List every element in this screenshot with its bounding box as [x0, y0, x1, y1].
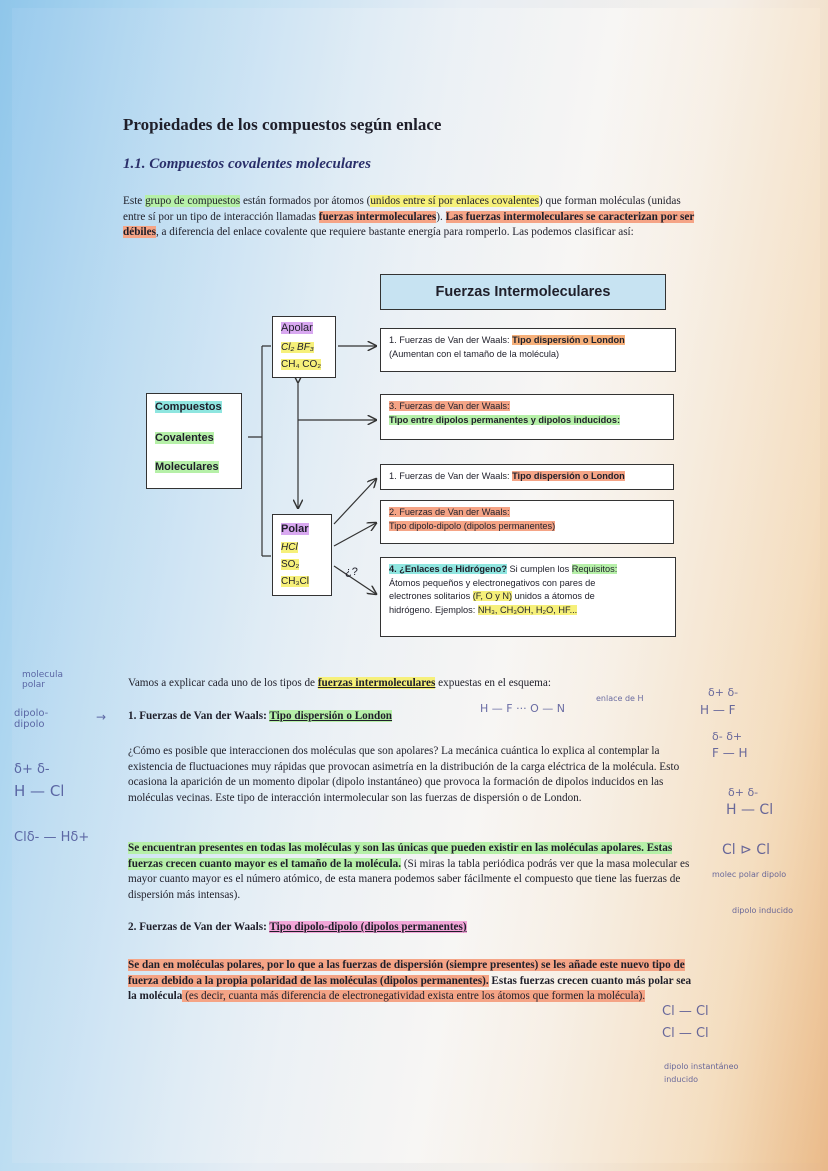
question-mark-label: ¿? — [345, 566, 358, 578]
box-highlight: NH₃, CH₃OH, H₂O, HF... — [477, 604, 578, 615]
heading-text: 2. Fuerzas de Van der Waals: — [128, 921, 270, 933]
paragraph-highlight: Se encuentran presentes en todas las moléculas y son las únicas que pueden existir en las moléculas apolares. Estas fuerzas crecen cuanto mayor es el tamaño de la molécula. — [128, 842, 673, 870]
compuestos-text: Compuestos — [155, 401, 222, 413]
polar-text: Polar — [281, 523, 309, 535]
box-highlight: Tipo dispersión o London — [512, 471, 625, 481]
diagram-title: Fuerzas Intermoleculares — [380, 274, 666, 310]
box-text: unidos a átomos de — [512, 591, 595, 601]
polar-box — [272, 514, 332, 596]
paragraph-text: (Si miras la tabla periódica podrás ver que la masa molecular es mayor cuanto mayor es el número atómico, de esta manera podemos saber fácilmente el compuesto que tiene las fuerzas de dispersión más intensas). — [128, 857, 690, 901]
heading-text: 1. Fuerzas de Van der Waals: — [128, 710, 270, 722]
intro-text: Este — [123, 195, 146, 207]
box-dipolo-dipolo — [380, 500, 674, 544]
arrow-icon: → — [96, 710, 107, 724]
intro-highlight: Las fuerzas intermoleculares se caracterizan por ser débiles — [123, 210, 695, 239]
apolar-label — [281, 322, 313, 334]
heading-highlight: Tipo dispersión o London — [269, 710, 393, 722]
box-highlight: Tipo dipolo-dipolo (dipolos permanentes) — [389, 520, 556, 531]
compuestos-label-2 — [155, 432, 214, 444]
apolar-text: CH₄ CO₂ — [281, 359, 322, 370]
note-hydrogen-bond: H — F ··· O — N — [480, 702, 565, 715]
intro-text: ). — [436, 210, 446, 223]
explain-intro — [128, 676, 688, 692]
box-dispersion-apolar — [380, 328, 676, 372]
section-subtitle: 1.1. Compuestos covalentes moleculares — [123, 156, 371, 172]
note-dipolo-inducido: dipolo inducido — [732, 906, 793, 915]
box-text: 1. Fuerzas de Van der Waals: — [389, 335, 513, 345]
box-text: Si cumplen los — [506, 564, 572, 574]
compuestos-label-3 — [155, 461, 219, 473]
polar-text: CH₃Cl — [281, 576, 309, 587]
intro-text: están formados por átomos ( — [240, 195, 371, 207]
note-clcl: Cl ⊳ Cl — [722, 842, 770, 858]
note-dipolo: dipolo-dipolo — [14, 708, 49, 730]
note-delta-2: δ- δ+ — [712, 730, 743, 743]
box-highlight: Tipo dispersión o London — [512, 335, 625, 345]
box-text: electrones solitarios — [389, 591, 473, 601]
box-highlight: Requisitos: — [571, 564, 618, 574]
apolar-examples-1 — [281, 342, 314, 353]
note-hf-1: H — F — [700, 703, 736, 717]
section-2-paragraph — [128, 958, 698, 1005]
box-dipolos-inducidos — [380, 394, 674, 440]
box-highlight: 3. Fuerzas de Van der Waals: — [389, 401, 510, 411]
intro-highlight: unidos entre sí por enlaces covalentes — [370, 195, 540, 207]
intro-text: ) que forman — [539, 195, 600, 207]
section-1-heading — [128, 710, 392, 722]
apolar-examples-2 — [281, 359, 321, 370]
paragraph-text: Estas fuerzas crecen cuanto más polar sea la molécula — [128, 974, 692, 1003]
intro-text: moléculas (unidas entre sí por un tipo de interacción llamadas — [123, 195, 681, 223]
box-text: Átomos pequeños y electronegativos con pares de — [389, 577, 596, 588]
note-dipolo-instantaneo: dipolo instantáneo inducido — [664, 1062, 739, 1084]
apolar-text: Cl₂ BF₃ — [281, 342, 314, 353]
note-molecula-polar: molecula polar — [22, 670, 63, 690]
note-hcl-left: H — Cl — [14, 782, 65, 800]
section-1-paragraph-1: ¿Cómo es posible que interaccionen dos moléculas que son apolares? La mecánica cuántica lo explica al contemplar la existencia de fluctuaciones muy rápidas que provocan asimetría en la distribución de la carga eléctrica de la molécula. Esto ocasiona la aparición de un momento dipolar (dipolo instantáneo) que provoca la formación de dipolos inducidos en las moléculas vecinas. Este tipo de interacción intermolecular son las fuerzas de dispersión o de London. — [128, 745, 680, 804]
box-highlight: (F, O y N) — [472, 591, 513, 601]
polar-text: HCl — [281, 542, 298, 553]
box-text: (Aumentan con el tamaño de la molécula) — [389, 348, 560, 359]
box-dispersion-polar — [380, 464, 674, 490]
heading-highlight: Tipo dipolo-dipolo (dipolos permanentes) — [269, 921, 467, 933]
note-delta-left: δ+ δ- — [14, 762, 50, 777]
note-clh-left: Clδ- — Hδ+ — [14, 830, 90, 845]
compuestos-text: Covalentes — [155, 432, 214, 444]
compuestos-label-1 — [155, 401, 222, 413]
box-highlight: 2. Fuerzas de Van der Waals: — [389, 507, 510, 517]
box-enlaces-hidrogeno — [380, 557, 676, 637]
box-highlight: 4. ¿Enlaces de Hidrógeno? — [389, 564, 507, 574]
intro-highlight: fuerzas intermoleculares — [318, 210, 437, 223]
compuestos-text: Moleculares — [155, 461, 219, 473]
section-2-heading — [128, 921, 467, 933]
note-delta-1: δ+ δ- — [708, 686, 739, 699]
note-hcl-right: H — Cl — [726, 802, 774, 818]
compuestos-box — [146, 393, 242, 489]
note-clcl-bottom-1: Cl — Cl — [662, 1004, 709, 1019]
box-text: hidrógeno. Ejemplos: — [389, 604, 478, 615]
polar-example-1 — [281, 542, 298, 553]
polar-label — [281, 523, 309, 535]
section-1-paragraph-2 — [128, 841, 698, 903]
note-fh: F — H — [712, 746, 748, 760]
note-delta-3: δ+ δ- — [728, 786, 759, 799]
note-molec-polar: molec polar dipolo — [712, 870, 787, 879]
box-highlight: Tipo entre dipolos permanentes y dipolos inducidos: — [389, 414, 621, 425]
apolar-text: Apolar — [281, 322, 313, 334]
explain-text: Vamos a explicar cada uno de los tipos de — [128, 677, 318, 689]
explain-highlight: fuerzas intermoleculares — [317, 677, 436, 689]
paragraph-highlight: Se dan en moléculas polares, por lo que a las fuerzas de dispersión (siempre presentes) se les añade este nuevo tipo de fuerza debido a la propia polaridad de las moléculas (dipolos permanentes). — [128, 959, 685, 987]
note-enlace-h: enlace de H — [596, 694, 644, 703]
polar-text: SO₂ — [281, 559, 300, 570]
note-clcl-bottom-2: Cl — Cl — [662, 1026, 709, 1041]
intro-text: , a diferencia del enlace covalente que requiere bastante energía para romperlo. Las podemos clasificar así: — [155, 226, 634, 239]
paragraph-highlight: (es decir, cuanta más diferencia de electronegatividad exista entre los átomos que formen la molécula). — [182, 990, 646, 1003]
apolar-box — [272, 316, 336, 378]
intro-highlight: grupo de compuestos — [145, 195, 241, 207]
page-title: Propiedades de los compuestos según enlace — [123, 115, 442, 134]
explain-text: expuestas en el esquema: — [435, 677, 551, 689]
polar-example-3 — [281, 576, 309, 587]
box-text: 1. Fuerzas de Van der Waals: — [389, 471, 513, 481]
polar-example-2 — [281, 559, 299, 570]
